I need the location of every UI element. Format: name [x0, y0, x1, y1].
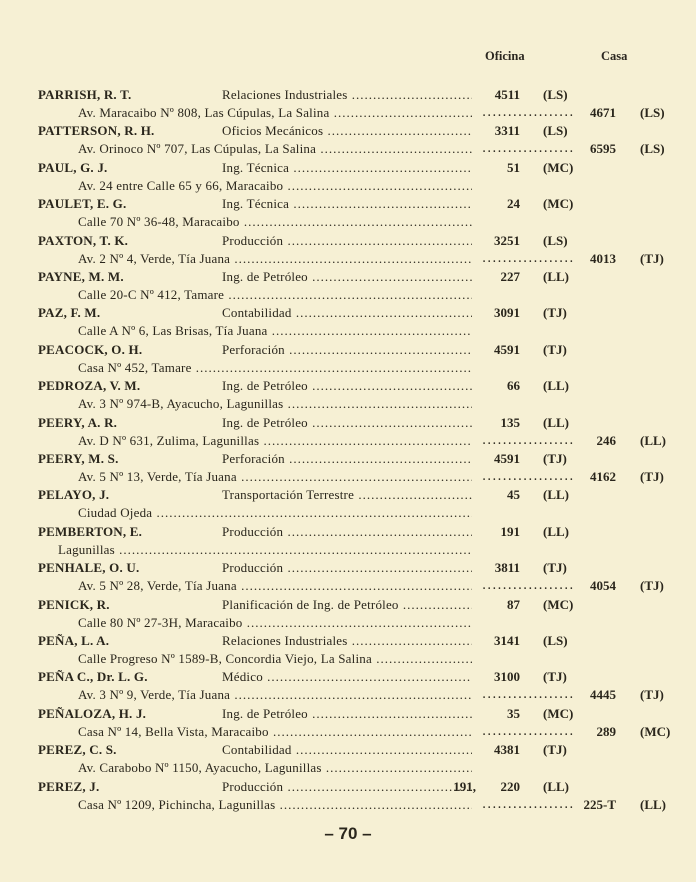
office-extension: 3100: [494, 669, 520, 685]
home-extension: 6595: [590, 141, 616, 157]
entry-office-line: [0, 741, 696, 758]
department: Producción .....: [222, 778, 472, 795]
directory-entry: [0, 86, 696, 122]
home-location-code: (TJ): [640, 250, 664, 266]
entry-home-line: [0, 468, 696, 485]
directory-entry: [0, 414, 696, 450]
entry-home-line: [0, 322, 696, 339]
department: Relaciones Industriales .....: [222, 632, 472, 649]
office-extension: 3311: [494, 123, 520, 139]
home-address: Av. 5 Nº 28, Verde, Tía Juana .....: [78, 577, 472, 594]
home-location-code: (LS): [640, 105, 665, 120]
department: Ing. de Petróleo .....: [222, 705, 472, 722]
office-extension: 45: [507, 487, 520, 503]
person-name: PAUL, G. J.: [38, 159, 108, 175]
office-extension: 191: [500, 523, 520, 539]
entry-office-line: [0, 705, 696, 722]
dot-leader: [482, 250, 574, 267]
office-extension: 51: [507, 159, 520, 175]
entry-office-line: [0, 632, 696, 649]
directory-entry: [0, 304, 696, 340]
office-extension: 3141: [494, 633, 520, 648]
office-extension: 3811: [494, 560, 520, 576]
entry-office-line: [0, 122, 696, 139]
home-address: Casa Nº 1209, Pichincha, Lagunillas .....: [78, 796, 472, 813]
person-name: PENHALE, O. U.: [38, 560, 140, 576]
office-location-code: (MC): [543, 705, 574, 721]
home-address: Av. 2 Nº 4, Verde, Tía Juana .....: [78, 250, 472, 267]
directory-entry: [0, 232, 696, 268]
office-location-code: (MC): [543, 159, 574, 175]
department: Producción .....: [222, 523, 472, 540]
home-address: Calle A Nº 6, Las Brisas, Tía Juana .....: [78, 322, 472, 339]
office-location-code: (LL): [543, 778, 569, 794]
entry-home-line: [0, 432, 696, 449]
office-extension: 135: [500, 414, 520, 430]
department: Ing. de Petróleo .....: [222, 414, 472, 431]
office-extension: 227: [500, 269, 520, 284]
home-location-code: (LL): [640, 432, 666, 448]
office-extension-alt: 191,: [453, 778, 476, 794]
home-address: Casa Nº 14, Bella Vista, Maracaibo .....: [78, 723, 472, 740]
department: Relaciones Industriales .....: [222, 86, 472, 103]
home-address: Calle 70 Nº 36-48, Maracaibo .....: [78, 213, 472, 230]
home-location-code: (LL): [640, 796, 666, 812]
department: Ing. Técnica .....: [222, 159, 472, 176]
home-address: Calle 80 Nº 27-3H, Maracaibo .....: [78, 614, 472, 631]
office-location-code: (TJ): [543, 451, 567, 466]
home-extension: 4671: [590, 105, 616, 120]
office-location-code: (LL): [543, 414, 569, 430]
office-location-code: (TJ): [543, 305, 567, 321]
office-location-code: (TJ): [543, 560, 567, 576]
office-location-code: (LS): [543, 232, 568, 248]
person-name: PEERY, M. S.: [38, 451, 119, 466]
entry-home-line: [0, 359, 696, 376]
office-location-code: (LS): [543, 123, 568, 139]
entry-home-line: [0, 177, 696, 194]
home-address: Lagunillas .....: [58, 541, 472, 558]
department: Ing. de Petróleo .....: [222, 268, 472, 285]
entry-home-line: [0, 395, 696, 412]
directory-entry: [0, 195, 696, 231]
dot-leader: [482, 686, 574, 703]
home-extension: 4054: [590, 578, 616, 594]
office-extension: 87: [507, 596, 520, 612]
home-address: Calle Progreso Nº 1589-B, Concordia Viejo, La Salina .....: [78, 650, 472, 667]
office-location-code: (TJ): [543, 669, 567, 685]
person-name: PAULET, E. G.: [38, 196, 127, 212]
dot-leader: [482, 796, 574, 813]
entry-home-line: [0, 504, 696, 521]
person-name: PEDROZA, V. M.: [38, 378, 141, 394]
office-extension: 220: [500, 778, 520, 794]
department: Planificación de Ing. de Petróleo .....: [222, 596, 472, 613]
person-name: PEERY, A. R.: [38, 414, 118, 430]
directory-entry: [0, 596, 696, 632]
directory-entry: [0, 705, 696, 741]
home-extension: 4445: [590, 687, 616, 703]
home-extension: 225-T: [583, 796, 616, 812]
department: Producción .....: [222, 559, 472, 576]
entry-office-line: [0, 159, 696, 176]
entry-office-line: [0, 596, 696, 613]
dot-leader: [482, 432, 574, 449]
directory-entry: [0, 559, 696, 595]
entry-office-line: [0, 268, 696, 285]
directory-entry: [0, 377, 696, 413]
person-name: PENICK, R.: [38, 596, 110, 612]
home-location-code: (LS): [640, 141, 665, 157]
office-extension: 66: [507, 378, 520, 394]
home-location-code: (TJ): [640, 469, 664, 484]
entry-office-line: [0, 559, 696, 576]
directory-entry: [0, 778, 696, 814]
office-extension: 4511: [494, 87, 520, 102]
person-name: PEÑALOZA, H. J.: [38, 705, 147, 721]
entry-office-line: [0, 377, 696, 394]
office-extension: 3251: [494, 232, 520, 248]
entry-office-line: [0, 523, 696, 540]
home-address: Av. 3 Nº 9, Verde, Tía Juana .....: [78, 686, 472, 703]
directory-entry: [0, 122, 696, 158]
directory-entry: [0, 159, 696, 195]
entry-office-line: [0, 486, 696, 503]
person-name: PELAYO, J.: [38, 487, 110, 503]
department: Transportación Terrestre .....: [222, 486, 472, 503]
entry-home-line: [0, 759, 696, 776]
office-location-code: (LL): [543, 378, 569, 394]
office-extension: 4591: [494, 341, 520, 357]
dot-leader: [482, 468, 574, 485]
department: Perforación .....: [222, 341, 472, 358]
entry-office-line: [0, 304, 696, 321]
person-name: PEÑA, L. A.: [38, 633, 110, 648]
office-extension: 4381: [494, 742, 520, 758]
entry-home-line: [0, 213, 696, 230]
directory-entry: [0, 668, 696, 704]
office-extension: 4591: [494, 451, 520, 466]
person-name: PEREZ, J.: [38, 778, 100, 794]
home-location-code: (TJ): [640, 687, 664, 703]
home-address: Ciudad Ojeda .....: [78, 504, 472, 521]
column-header-office: Oficina: [485, 49, 525, 63]
dot-leader: [482, 104, 574, 121]
dot-leader: [482, 577, 574, 594]
entry-home-line: [0, 796, 696, 813]
person-name: PAXTON, T. K.: [38, 232, 129, 248]
office-location-code: (LS): [543, 87, 568, 102]
directory-entry: [0, 450, 696, 486]
column-header-home: Casa: [601, 49, 628, 63]
office-location-code: (TJ): [543, 742, 567, 758]
department: Ing. Técnica .....: [222, 195, 472, 212]
entry-home-line: [0, 104, 696, 121]
directory-entry: [0, 341, 696, 377]
entry-home-line: [0, 650, 696, 667]
home-address: Av. 5 Nº 13, Verde, Tía Juana .....: [78, 468, 472, 485]
directory-entry: [0, 632, 696, 668]
person-name: PAZ, F. M.: [38, 305, 101, 321]
office-location-code: (LS): [543, 633, 568, 648]
entry-home-line: [0, 577, 696, 594]
person-name: PARRISH, R. T.: [38, 87, 132, 102]
department: Oficios Mecánicos .....: [222, 122, 472, 139]
entry-office-line: [0, 778, 696, 795]
department: Perforación .....: [222, 450, 472, 467]
home-address: Av. 24 entre Calle 65 y 66, Maracaibo .....: [78, 177, 472, 194]
office-extension: 35: [507, 705, 520, 721]
directory-entry: [0, 741, 696, 777]
entry-office-line: [0, 414, 696, 431]
entry-office-line: [0, 341, 696, 358]
office-extension: 3091: [494, 305, 520, 321]
entry-home-line: [0, 541, 696, 558]
dot-leader: [482, 140, 574, 157]
office-location-code: (TJ): [543, 341, 567, 357]
person-name: PAYNE, M. M.: [38, 269, 124, 284]
home-location-code: (TJ): [640, 578, 664, 594]
page-number: – 70 –: [324, 824, 372, 843]
office-location-code: (LL): [543, 269, 569, 284]
home-address: Calle 20-C Nº 412, Tamare .....: [78, 286, 472, 303]
department: Contabilidad .....: [222, 304, 472, 321]
person-name: PEMBERTON, E.: [38, 523, 143, 539]
dot-leader: [482, 723, 574, 740]
entry-office-line: [0, 450, 696, 467]
home-address: Av. D Nº 631, Zulima, Lagunillas .....: [78, 432, 472, 449]
office-extension: 24: [507, 196, 520, 212]
home-address: Casa Nº 452, Tamare .....: [78, 359, 472, 376]
entry-office-line: [0, 232, 696, 249]
office-location-code: (MC): [543, 596, 574, 612]
person-name: PATTERSON, R. H.: [38, 123, 155, 139]
office-location-code: (LL): [543, 487, 569, 503]
department: Producción .....: [222, 232, 472, 249]
person-name: PEACOCK, O. H.: [38, 341, 143, 357]
home-address: Av. Maracaibo Nº 808, Las Cúpulas, La Salina .....: [78, 104, 472, 121]
entry-home-line: [0, 686, 696, 703]
home-extension: 4162: [590, 469, 616, 484]
office-location-code: (LL): [543, 523, 569, 539]
directory-entry: [0, 486, 696, 522]
entry-home-line: [0, 723, 696, 740]
directory-entry: [0, 268, 696, 304]
home-extension: 4013: [590, 250, 616, 266]
home-location-code: (MC): [640, 723, 671, 739]
entry-home-line: [0, 140, 696, 157]
entry-home-line: [0, 614, 696, 631]
department: Contabilidad .....: [222, 741, 472, 758]
entry-home-line: [0, 286, 696, 303]
home-extension: 246: [596, 432, 616, 448]
home-extension: 289: [596, 723, 616, 739]
entry-office-line: [0, 86, 696, 103]
entry-office-line: [0, 195, 696, 212]
home-address: Av. 3 Nº 974-B, Ayacucho, Lagunillas .....: [78, 395, 472, 412]
entry-office-line: [0, 668, 696, 685]
home-address: Av. Carabobo Nº 1150, Ayacucho, Lagunillas .....: [78, 759, 472, 776]
person-name: PEÑA C., Dr. L. G.: [38, 669, 148, 685]
department: Médico .....: [222, 668, 472, 685]
person-name: PEREZ, C. S.: [38, 742, 117, 758]
directory-entry: [0, 523, 696, 559]
office-location-code: (MC): [543, 196, 574, 212]
home-address: Av. Orinoco Nº 707, Las Cúpulas, La Salina .....: [78, 140, 472, 157]
entry-home-line: [0, 250, 696, 267]
department: Ing. de Petróleo .....: [222, 377, 472, 394]
